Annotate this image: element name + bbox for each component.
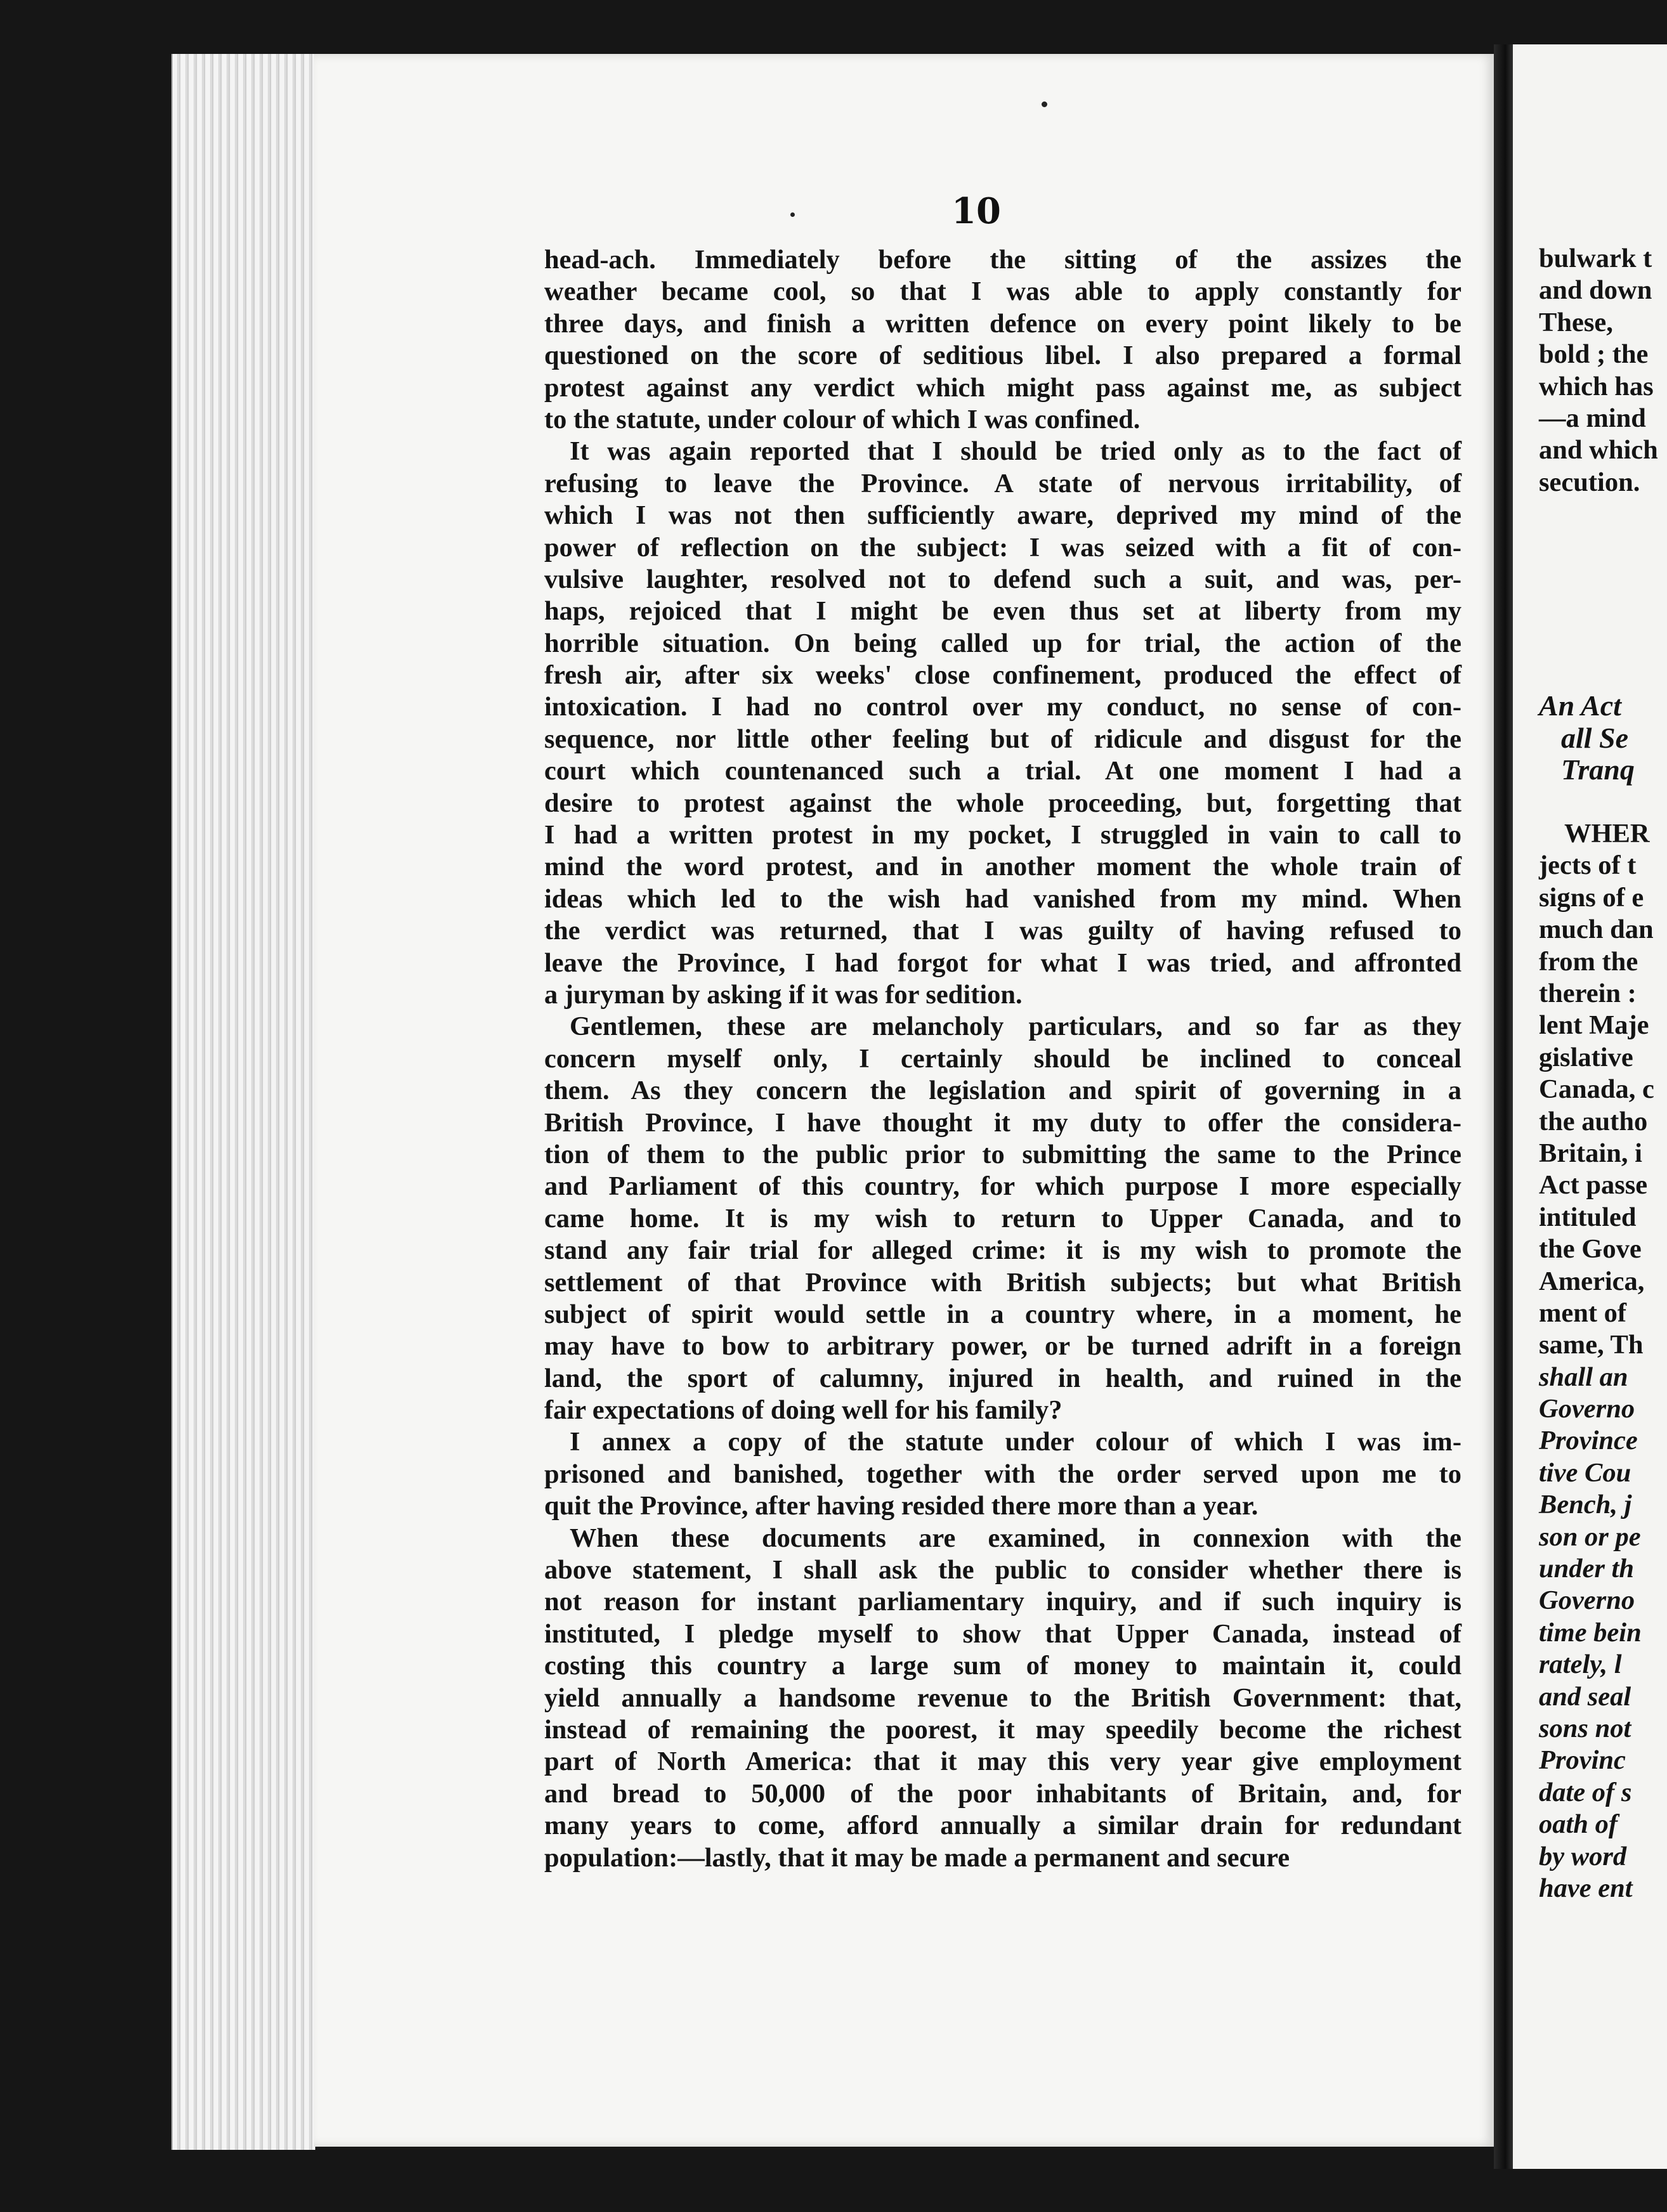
next-page-line: oath of xyxy=(1539,1809,1618,1840)
next-page-line: intituled xyxy=(1539,1202,1637,1232)
text-line: to the statute, under colour of which I was confined. xyxy=(544,404,1141,434)
next-page-line: date of s xyxy=(1539,1777,1632,1807)
text-line: head-ach. Immediately before the sitting of the assizes the xyxy=(544,245,1461,275)
text-line: concern myself only, I certainly should be inclined to conceal xyxy=(544,1043,1461,1074)
ink-speck xyxy=(1042,101,1047,107)
next-page-line xyxy=(1539,627,1667,658)
next-page-line: from the xyxy=(1539,946,1638,977)
next-page-line: all Se xyxy=(1561,721,1629,754)
next-page-line: Canada, c xyxy=(1539,1074,1654,1105)
next-page-line: Governo xyxy=(1539,1394,1635,1424)
next-page-line: by word xyxy=(1539,1841,1627,1871)
text-line: desire to protest against the whole proceeding, but, forgetting that xyxy=(544,788,1461,818)
next-page-line: have ent xyxy=(1539,1873,1633,1903)
next-page-line: Bench, j xyxy=(1539,1490,1632,1520)
next-page-line: and which xyxy=(1539,435,1658,465)
next-page-line: lent Maje xyxy=(1539,1010,1649,1041)
next-page-line: the Gove xyxy=(1539,1234,1642,1265)
text-line: ideas which led to the wish had vanished from my mind. When xyxy=(544,883,1461,914)
text-line: weather became cool, so that I was able to apply constantly for xyxy=(544,276,1461,307)
text-line: quit the Province, after having resided there more than a year. xyxy=(544,1491,1258,1521)
text-line: land, the sport of calumny, injured in health, and ruined in the xyxy=(544,1363,1461,1393)
next-page-line: and seal xyxy=(1539,1681,1631,1712)
next-page-line: Provinc xyxy=(1539,1745,1626,1776)
text-line: When these documents are examined, in connexion with the xyxy=(570,1523,1461,1553)
next-page-line xyxy=(1539,531,1667,563)
next-page-line: Britain, i xyxy=(1539,1138,1642,1168)
text-line: instead of remaining the poorest, it may speedily become the richest xyxy=(544,1714,1461,1745)
next-page-line: bulwark t xyxy=(1539,244,1652,273)
text-line: and Parliament of this country, for which purpose I more especially xyxy=(544,1171,1461,1202)
text-line: questioned on the score of seditious libel. I also prepared a formal xyxy=(544,341,1461,371)
text-line: them. As they concern the legislation and spirit of governing in a xyxy=(544,1076,1461,1106)
text-line: not reason for instant parliamentary inquiry, and if such inquiry is xyxy=(544,1587,1461,1617)
next-page-line xyxy=(1539,498,1667,530)
text-line: refusing to leave the Province. A state of nervous irritability, of xyxy=(544,468,1461,498)
next-page-line: under th xyxy=(1539,1554,1634,1584)
next-page-line xyxy=(1539,658,1667,690)
text-line: the verdict was returned, that I was guilty of having refused to xyxy=(544,916,1461,946)
text-line: and bread to 50,000 of the poor inhabitants of Britain, and, for xyxy=(544,1778,1461,1809)
main-body-text xyxy=(544,244,1461,1874)
text-line: British Province, I have thought it my duty to offer the considera- xyxy=(544,1107,1461,1138)
next-page-line: gislative xyxy=(1539,1042,1633,1072)
book-gutter xyxy=(1494,44,1513,2169)
next-page-line: ment of xyxy=(1539,1298,1627,1328)
text-line: leave the Province, I had forgot for what I was tried, and affronted xyxy=(544,947,1461,978)
next-page-line: sons not xyxy=(1539,1713,1631,1743)
next-page-line: Act passe xyxy=(1539,1170,1648,1200)
next-page-line: America, xyxy=(1539,1266,1645,1296)
text-line: mind the word protest, and in another moment the whole train of xyxy=(544,852,1461,882)
next-page-line: An Act xyxy=(1539,689,1621,722)
next-page-line: time bein xyxy=(1539,1617,1642,1648)
text-line: I had a written protest in my pocket, I struggled in vain to call to xyxy=(544,820,1461,850)
text-line: prisoned and banished, together with the order served upon me to xyxy=(544,1459,1461,1489)
page-edge-stack xyxy=(171,54,315,2150)
text-line: protest against any verdict which might pass against me, as subject xyxy=(544,372,1461,403)
text-line: stand any fair trial for alleged crime: it is my wish to promote the xyxy=(544,1235,1461,1266)
next-page-line: Tranq xyxy=(1561,753,1635,786)
next-page-line: signs of e xyxy=(1539,882,1644,913)
text-line: fresh air, after six weeks' close confinement, produced the effect of xyxy=(544,660,1461,691)
next-page-line: secution. xyxy=(1539,467,1640,497)
text-line: three days, and finish a written defence on every point likely to be xyxy=(544,308,1461,339)
next-page-line: which has xyxy=(1539,371,1654,401)
next-page-line: shall an xyxy=(1539,1362,1628,1392)
next-page-line: WHER xyxy=(1564,819,1650,849)
text-line: many years to come, afford annually a similar drain for redundant xyxy=(544,1811,1461,1841)
text-line: sequence, nor little other feeling but of ridicule and disgust for the xyxy=(544,724,1461,754)
text-line: part of North America: that it may this very year give employment xyxy=(544,1747,1461,1777)
text-line: a juryman by asking if it was for sedition. xyxy=(544,979,1023,1010)
text-line: costing this country a large sum of money to maintain it, could xyxy=(544,1651,1461,1681)
text-line: may have to bow to arbitrary power, or be turned adrift in a foreign xyxy=(544,1331,1461,1362)
next-page-line: therein : xyxy=(1539,978,1637,1008)
text-line: subject of spirit would settle in a country where, in a moment, he xyxy=(544,1299,1461,1329)
next-page-line: These, xyxy=(1539,307,1613,337)
next-page-line: Province xyxy=(1539,1426,1638,1456)
text-line: which I was not then sufficiently aware, deprived my mind of the xyxy=(544,500,1461,531)
page-number: 10 xyxy=(951,190,1001,232)
text-line: It was again reported that I should be tried only as to the fact of xyxy=(570,436,1461,467)
text-line: vulsive laughter, resolved not to defend such a suit, and was, per- xyxy=(544,564,1461,594)
ink-speck xyxy=(790,212,795,217)
next-page-line: same, Th xyxy=(1539,1330,1644,1360)
text-line: settlement of that Province with British subjects; but what British xyxy=(544,1267,1461,1298)
text-line: power of reflection on the subject: I was seized with a fit of con- xyxy=(544,532,1461,563)
text-line: court which countenanced such a trial. At one moment I had a xyxy=(544,756,1461,786)
text-line: fair expectations of doing well for his family? xyxy=(544,1395,1062,1426)
next-page-line: Governo xyxy=(1539,1585,1635,1616)
next-page-text xyxy=(1539,243,1667,1904)
next-page-line: tive Cou xyxy=(1539,1457,1631,1488)
text-line: I annex a copy of the statute under colour of which I was im- xyxy=(570,1427,1461,1457)
next-page-line: and down xyxy=(1539,275,1652,306)
next-page-line xyxy=(1539,786,1667,818)
next-page-line: the autho xyxy=(1539,1106,1648,1136)
text-line: tion of them to the public prior to submitting the same to the Prince xyxy=(544,1139,1461,1169)
next-page-line xyxy=(1539,594,1667,626)
text-line: instituted, I pledge myself to show that Upper Canada, instead of xyxy=(544,1618,1461,1649)
next-page-line: much dan xyxy=(1539,914,1654,945)
text-line: haps, rejoiced that I might be even thus set at liberty from my xyxy=(544,596,1461,627)
next-page-line: —a mind xyxy=(1539,403,1646,433)
text-line: horrible situation. On being called up for trial, the action of the xyxy=(544,628,1461,658)
next-page-line: bold ; the xyxy=(1539,339,1649,370)
text-line: population:—lastly, that it may be made a permanent and secure xyxy=(544,1842,1290,1873)
next-page-line: rately, l xyxy=(1539,1649,1622,1680)
text-line: Gentlemen, these are melancholy particulars, and so far as they xyxy=(570,1012,1461,1042)
text-line: above statement, I shall ask the public to consider whether there is xyxy=(544,1555,1461,1585)
next-page-line: jects of t xyxy=(1539,850,1637,881)
next-page-line: son or pe xyxy=(1539,1521,1641,1552)
next-page-line xyxy=(1539,563,1667,594)
text-line: intoxication. I had no control over my conduct, no sense of con- xyxy=(544,692,1461,722)
text-line: yield annually a handsome revenue to the British Government: that, xyxy=(544,1682,1461,1713)
text-line: came home. It is my wish to return to Upper Canada, and to xyxy=(544,1203,1461,1233)
